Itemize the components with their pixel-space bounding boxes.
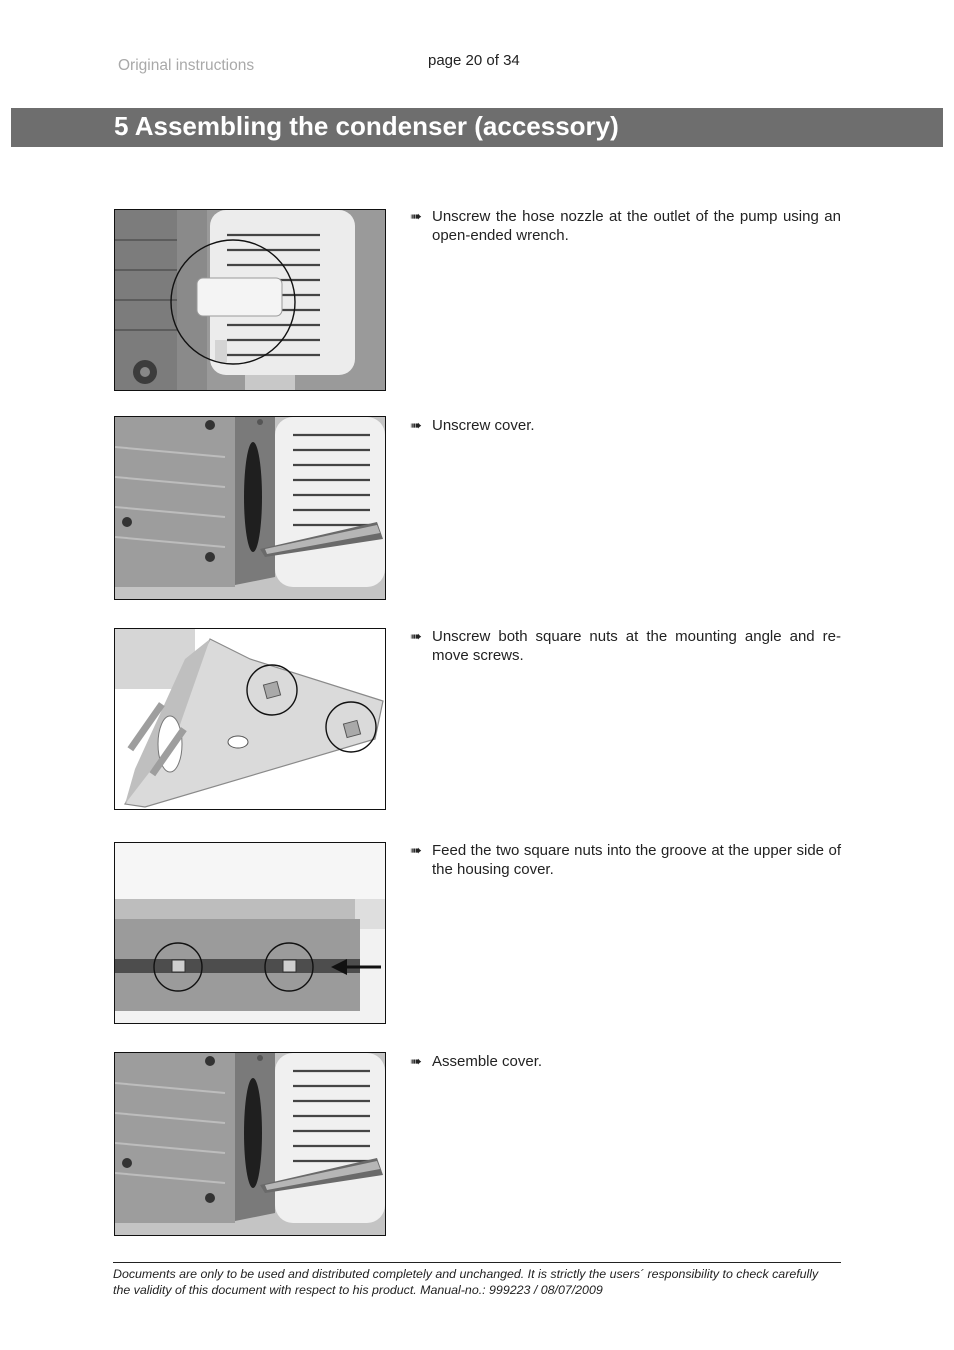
header-left-label: Original instructions: [118, 57, 255, 74]
footer-line-1: Documents are only to be used and distributed completely and unchanged. It is strictly the users´ responsibility to check carefully: [113, 1267, 819, 1281]
arrow-right-icon: ➠: [410, 1053, 422, 1069]
footer-divider: [113, 1262, 841, 1263]
section-header-bar: [11, 108, 943, 147]
step-instruction: Unscrew both square nuts at the mounting angle and re-move screws.: [432, 628, 841, 664]
step-3-photo: [114, 628, 386, 810]
arrow-right-icon: ➠: [410, 628, 422, 644]
step-4-text: [410, 841, 841, 879]
page-number: page 20 of 34: [428, 52, 520, 69]
step-3-text: [410, 627, 841, 665]
step-instruction: Unscrew the hose nozzle at the outlet of the pump using an open-ended wrench.: [432, 208, 841, 244]
step-1-text: [410, 207, 841, 245]
step-2-text: [410, 416, 841, 435]
arrow-right-icon: ➠: [410, 208, 422, 224]
footer-disclaimer: [113, 1267, 848, 1298]
step-instruction: Feed the two square nuts into the groove at the upper side of the housing cover.: [432, 842, 841, 878]
step-5-photo: [114, 1052, 386, 1236]
section-title: 5 Assembling the condenser (accessory): [114, 111, 619, 141]
footer-line-2: the validity of this document with respect to his product. Manual-no.: 999223 / 08/07/2009: [113, 1282, 603, 1297]
step-instruction: Assemble cover.: [432, 1053, 543, 1070]
arrow-right-icon: ➠: [410, 842, 422, 858]
step-instruction: Unscrew cover.: [432, 417, 535, 434]
step-2-photo: [114, 416, 386, 600]
step-1-photo: [114, 209, 386, 391]
step-5-text: [410, 1052, 841, 1071]
step-4-photo: [114, 842, 386, 1024]
arrow-right-icon: ➠: [410, 417, 422, 433]
